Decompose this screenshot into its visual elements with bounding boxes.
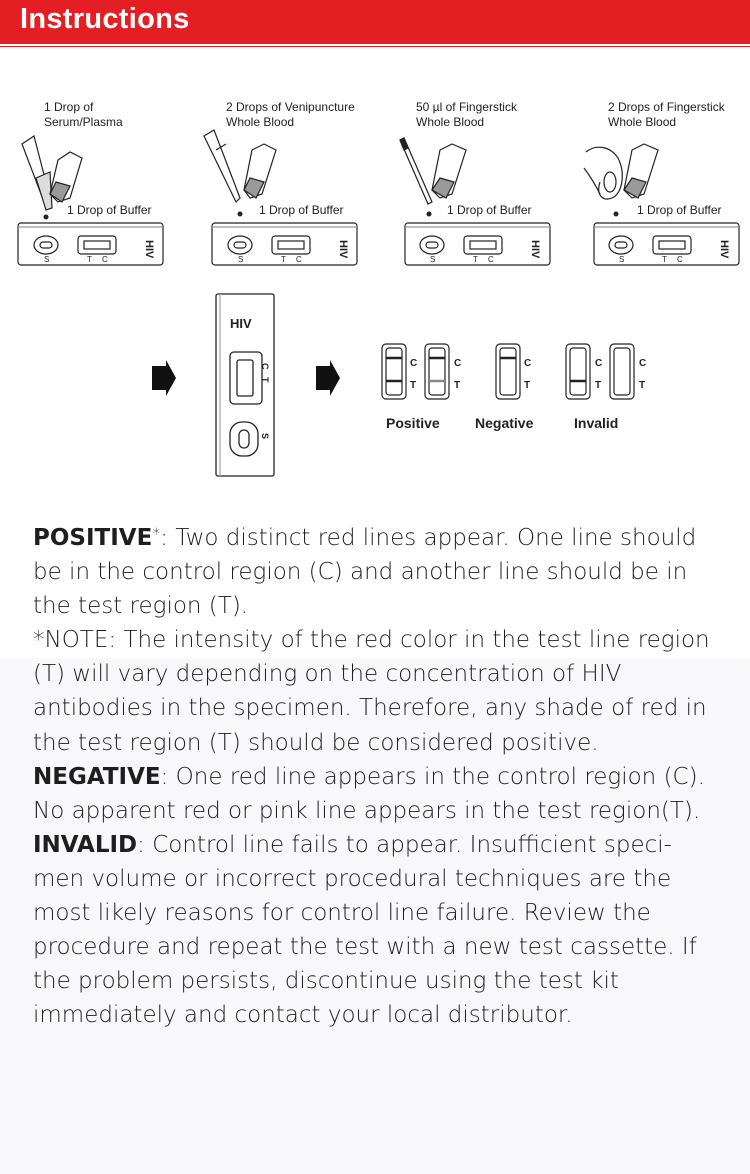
svg-text:C: C [524, 358, 532, 369]
svg-text:C: C [488, 255, 494, 264]
test-cassette-small [594, 223, 739, 265]
svg-text:T: T [410, 380, 417, 391]
step-1-label-1: 1 Drop of [44, 100, 94, 114]
step-3-label-2: Whole Blood [416, 115, 485, 129]
buffer-bottle-icon [244, 144, 276, 198]
svg-text:T: T [595, 380, 602, 391]
step-4-buffer-label: 1 Drop of Buffer [637, 203, 722, 217]
invalid-text: : Control line fails to appear. Insufficient speci-men volume or incorrect procedural techniques are the most likely reasons for control line failure. Review the procedure and repeat the test with a new test cassette. If the problem persists, discontinue using the test kit immediately and contact your local distributor. [33, 831, 697, 1029]
svg-text:C: C [454, 358, 462, 369]
step-2-label-1: 2 Drops of Venipuncture [226, 100, 355, 114]
svg-text:T: T [662, 255, 667, 264]
step-3 [400, 100, 550, 265]
svg-text:T: T [473, 255, 478, 264]
svg-text:HIV: HIV [230, 316, 252, 331]
svg-text:S: S [260, 433, 270, 440]
blood-drop-icon [427, 212, 432, 217]
buffer-bottle-icon [50, 152, 82, 202]
interpretation-text [33, 517, 723, 1032]
pipette-icon [204, 130, 240, 202]
blood-drop-icon [614, 212, 619, 217]
result-negative [475, 344, 534, 431]
result-invalid [566, 344, 646, 431]
svg-text:C: C [410, 358, 418, 369]
svg-text:S: S [430, 255, 436, 264]
arrow-right-icon [152, 360, 176, 396]
svg-text:C: C [260, 363, 270, 370]
result-positive-label: Positive [386, 415, 440, 431]
step-3-buffer-label: 1 Drop of Buffer [447, 203, 532, 217]
step-2 [204, 100, 357, 265]
svg-text:C: C [639, 358, 647, 369]
capillary-tube-icon [400, 138, 432, 204]
svg-text:C: C [677, 255, 683, 264]
result-invalid-label: Invalid [574, 415, 619, 431]
negative-paragraph [33, 760, 723, 828]
step-4-label-2: Whole Blood [608, 115, 677, 129]
step-1-label-2: Serum/Plasma [44, 115, 123, 129]
svg-text:HIV: HIV [529, 240, 541, 259]
svg-text:T: T [639, 380, 646, 391]
test-cassette-small [405, 223, 550, 265]
svg-text:T: T [260, 377, 270, 383]
header-bar [0, 0, 750, 42]
svg-text:C: C [595, 358, 603, 369]
positive-term: POSITIVE [33, 525, 153, 551]
note-paragraph: *NOTE: The intensity of the red color in the test line region (T) will vary depending on the concentration of HIV antibodies in the specimen. Therefore, any shade of red in the test region (T) should be considered positive. [33, 627, 710, 756]
step-2-label-2: Whole Blood [226, 115, 295, 129]
invalid-paragraph [33, 828, 723, 1033]
header-divider-thin [0, 46, 750, 47]
svg-text:T: T [281, 255, 286, 264]
svg-text:T: T [87, 255, 92, 264]
svg-text:S: S [44, 255, 50, 264]
step-2-buffer-label: 1 Drop of Buffer [259, 203, 344, 217]
svg-text:HIV: HIV [143, 240, 155, 259]
dropper-icon [22, 136, 52, 210]
svg-text:HIV: HIV [337, 240, 349, 259]
arrow-right-icon [316, 360, 340, 396]
blood-drop-icon [238, 212, 243, 217]
positive-text: : Two distinct red lines appear. One line should be in the control region (C) and another line should be in the test region (T). [33, 525, 697, 620]
svg-text:T: T [454, 380, 461, 391]
svg-text:HIV: HIV [718, 240, 730, 259]
step-3-label-1: 50 µl of Fingerstick [416, 100, 517, 114]
header-divider [0, 42, 750, 44]
step-1-buffer-label: 1 Drop of Buffer [67, 203, 152, 217]
svg-text:S: S [238, 255, 244, 264]
procedure-diagram [0, 90, 750, 490]
step-4 [584, 100, 739, 265]
result-negative-label: Negative [475, 415, 534, 431]
result-positive [382, 344, 461, 431]
test-cassette-small [212, 223, 357, 265]
negative-term: NEGATIVE [33, 763, 161, 790]
buffer-bottle-icon [432, 144, 466, 198]
step-1 [18, 100, 163, 265]
positive-paragraph [33, 517, 723, 623]
invalid-term: INVALID [33, 831, 138, 858]
test-cassette-small [18, 223, 163, 265]
svg-text:S: S [619, 255, 625, 264]
positive-star: * [152, 524, 161, 543]
negative-text: : One red line appears in the control region (C). No apparent red or pink line appears in the test region(T). [33, 763, 705, 824]
page-title: Instructions [20, 3, 190, 35]
test-cassette-large [216, 294, 274, 476]
blood-drop-icon [44, 215, 49, 220]
svg-text:T: T [524, 380, 531, 391]
svg-text:C: C [102, 255, 108, 264]
buffer-bottle-icon [624, 144, 658, 198]
finger-icon [584, 147, 622, 199]
step-4-label-1: 2 Drops of Fingerstick [608, 100, 725, 114]
svg-text:C: C [296, 255, 302, 264]
